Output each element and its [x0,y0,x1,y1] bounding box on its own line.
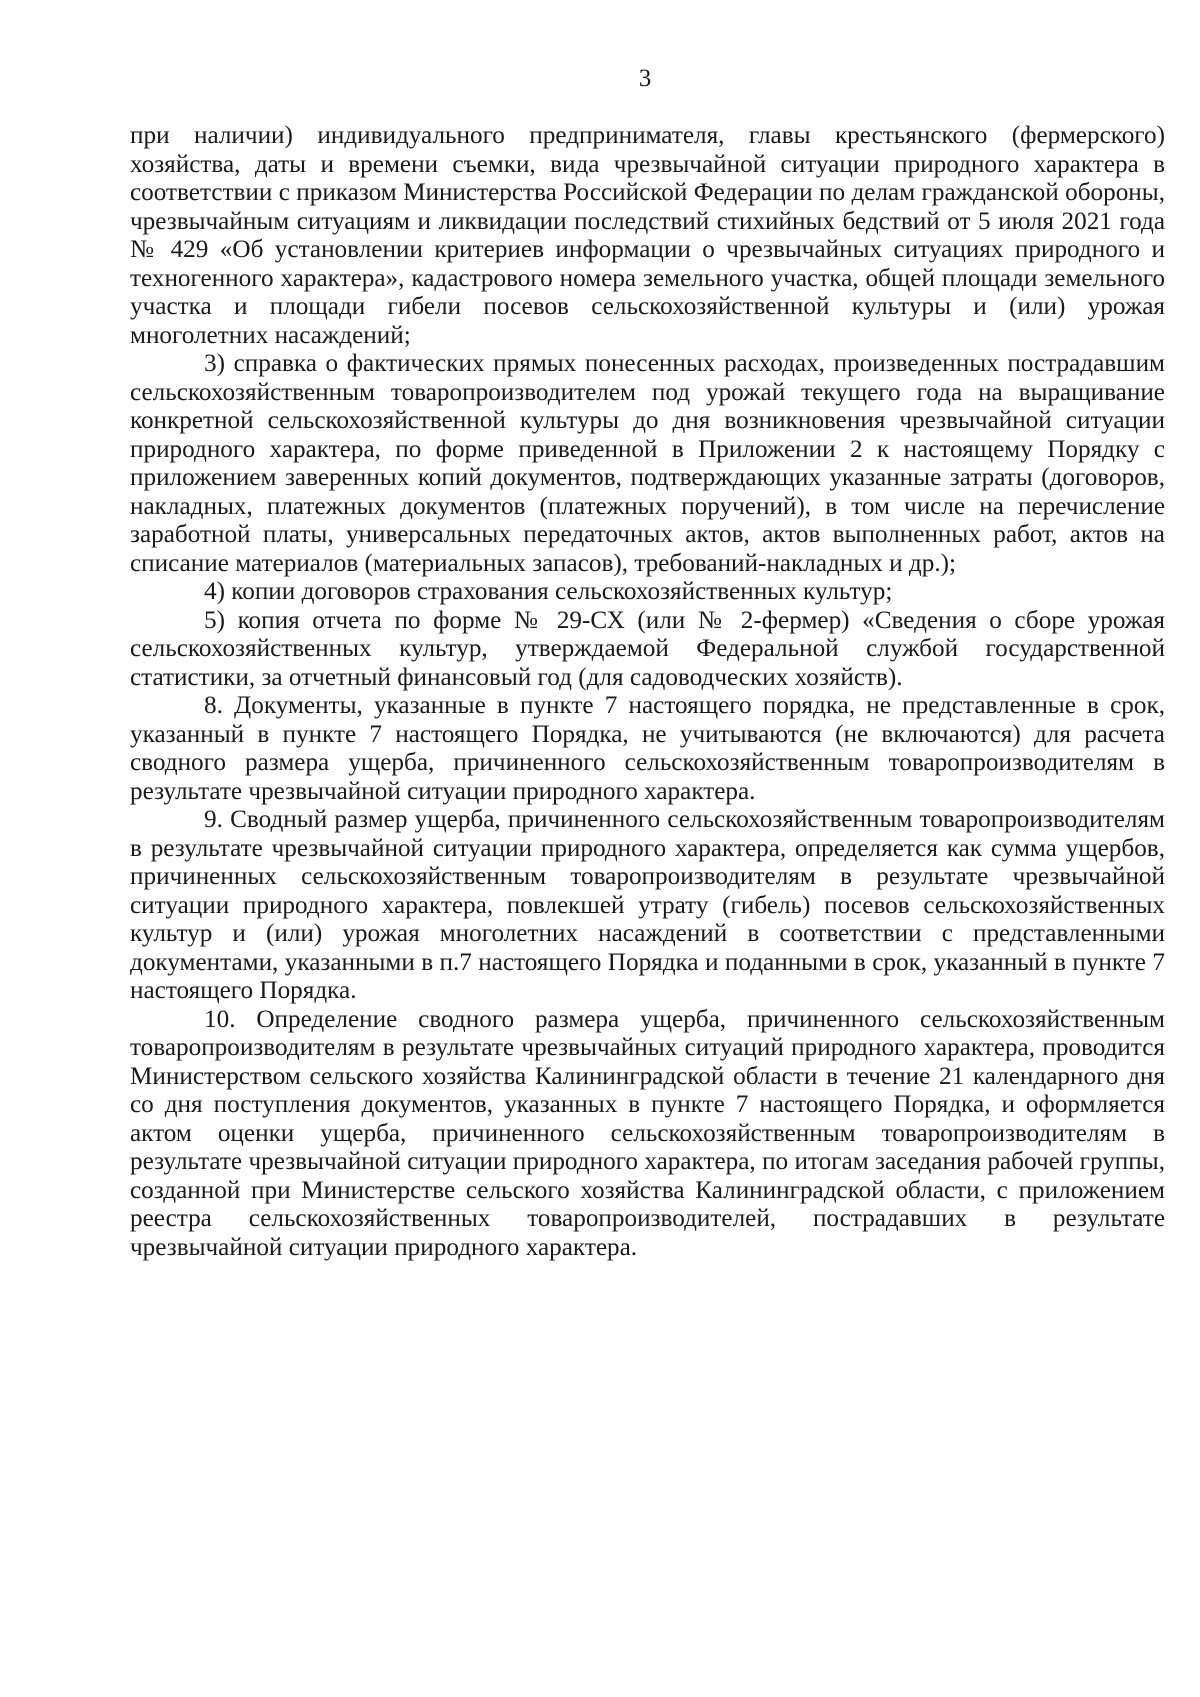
paragraph-clause-8: 8. Документы, указанные в пункте 7 настоящего порядка, не представленные в срок, указанный в пункте 7 настоящего Порядка, не учитываются (не включаются) для расчета сводного размера ущерба, причиненного сельскохозяйственным товаропроизводителям в результате чрезвычайной ситуации природного характера. [130,692,1165,805]
paragraph-clause-9: 9. Сводный размер ущерба, причиненного сельскохозяйственным товаропроизводителям в результате чрезвычайной ситуации природного характера, определяется как сумма ущербов, причиненных сельскохозяйственным товаропроизводителям в результате чрезвычайной ситуации природного характера, повлекшей утрату (гибель) посевов сельскохозяйственных культур и (или) урожая многолетних насаждений в соответствии с представленными документами, указанными в п.7 настоящего Порядка и поданными в срок, указанный в пункте 7 настоящего Порядка. [130,806,1165,1004]
paragraph-clause-10: 10. Определение сводного размера ущерба, причиненного сельскохозяйственным товаропроизводителям в результате чрезвычайных ситуаций природного характера, проводится Министерством сельского хозяйства Калининградской области в течение 21 календарного дня со дня поступления документов, указанных в пункте 7 настоящего Порядка, и оформляется актом оценки ущерба, причиненного сельскохозяйственным товаропроизводителям в результате чрезвычайной ситуации природного характера, по итогам заседания рабочей группы, созданной при Министерстве сельского хозяйства Калининградской области, с приложением реестра сельскохозяйственных товаропроизводителей, пострадавших в результате чрезвычайной ситуации природного характера. [130,1005,1165,1261]
paragraph-item-4: 4) копии договоров страхования сельскохозяйственных культур; [204,578,893,605]
page-number: 3 [638,65,652,92]
paragraph-item-5: 5) копия отчета по форме № 29-СХ (или № 2-фермер) «Сведения о сборе урожая сельскохозяйственных культур, утверждаемой Федеральной службой государственной статистики, за отчетный финансовый год (для садоводческих хозяйств). [130,606,1165,691]
paragraph-item-3: 3) справка о фактических прямых понесенных расходах, произведенных пострадавшим сельскохозяйственным товаропроизводителем под урожай текущего года на выращивание конкретной сельскохозяйственной культуры до дня возникновения чрезвычайной ситуации природного характера, по форме приведенной в Приложении 2 к настоящему Порядку с приложением заверенных копий документов, подтверждающих указанные затраты (договоров, накладных, платежных документов (платежных поручений), в том числе на перечисление заработной платы, универсальных передаточных актов, актов выполненных работ, актов на списание материалов (материальных запасов), требований-накладных и др.); [130,350,1165,577]
document-body [130,122,1165,1262]
paragraph-continuation: при наличии) индивидуального предпринимателя, главы крестьянского (фермерского) хозяйства, даты и времени съемки, вида чрезвычайной ситуации природного характера в соответствии с приказом Министерства Российской Федерации по делам гражданской обороны, чрезвычайным ситуациям и ликвидации последствий стихийных бедствий от 5 июля 2021 года № 429 «Об установлении критериев информации о чрезвычайных ситуациях природного и техногенного характера», кадастрового номера земельного участка, общей площади земельного участка и площади гибели посевов сельскохозяйственной культуры и (или) урожая многолетних насаждений; [130,122,1165,349]
